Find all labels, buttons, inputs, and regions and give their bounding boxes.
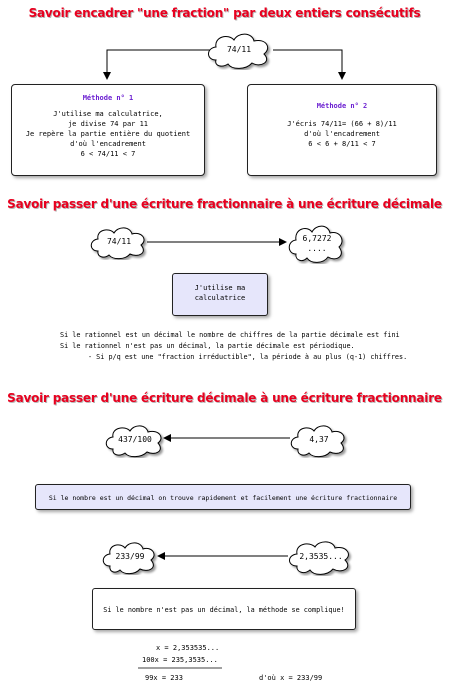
box-line: J'utilise ma — [194, 284, 246, 292]
cloud-label-line1: 6,7272 — [302, 234, 332, 243]
cloud-fraction-74-11 — [204, 30, 274, 70]
non-decimal-note-box: Si le nombre n'est pas un décimal, la méthode se complique! — [92, 588, 356, 630]
method1-line: 6 < 74/11 < 7 — [80, 150, 136, 158]
method1-line: Je repère la partie entière du quotient — [25, 130, 191, 138]
method2-line: d'où l'encadrement — [304, 130, 380, 138]
note-period-length: - Si p/q est une "fraction irréductible", la période à au plus (q-1) chiffres. — [88, 353, 408, 361]
method2-line: J'écris 74/11= (66 + 8)/11 — [287, 120, 397, 128]
section2-title: Savoir passer d'une écriture fractionnaire à une écriture décimale — [7, 197, 442, 211]
cloud-label: 2,3535... — [299, 552, 343, 561]
method1-line: je divise 74 par 11 — [67, 120, 149, 128]
method2-box — [247, 84, 437, 176]
method2-line: 6 < 6 + 8/11 < 7 — [308, 140, 376, 148]
cloud-label-line2: .... — [307, 244, 327, 253]
calc-line-x: x = 2,353535... — [156, 644, 220, 652]
method1-line: d'où l'encadrement — [70, 140, 146, 148]
note-decimal-finite: Si le rationnel est un décimal le nombre de chiffres de la partie décimale est fini — [60, 331, 400, 339]
calculator-box — [172, 273, 268, 316]
cloud-decimal-6-7272 — [286, 222, 348, 264]
section3-title: Savoir passer d'une écriture décimale à une écriture fractionnaire — [7, 391, 442, 405]
decimal-note-box: Si le nombre est un décimal on trouve rapidement et facilement une écriture fractionnaire — [35, 484, 411, 510]
cloud-label: 74/11 — [226, 45, 252, 54]
cloud-label: 4,37 — [309, 435, 329, 444]
cloud-label: 233/99 — [115, 552, 145, 561]
method1-title: Méthode n° 1 — [82, 94, 134, 102]
method1-box — [11, 84, 205, 176]
cloud-label: 74/11 — [106, 237, 132, 246]
cloud-label: 437/100 — [118, 435, 152, 444]
method1-line: J'utilise ma calculatrice, — [53, 110, 163, 118]
cloud-fraction-437-100 — [103, 422, 167, 458]
calc-line-99x: 99x = 233 — [145, 674, 183, 682]
box-line: calculatrice — [194, 294, 246, 302]
cloud-decimal-2-3535 — [286, 538, 356, 576]
calc-line-100x: 100x = 235,3535... — [142, 656, 218, 664]
calc-line-result: d'où x = 233/99 — [259, 674, 323, 682]
note-periodic: Si le rationnel n'est pas un décimal, la partie décimale est périodique. — [60, 342, 355, 350]
cloud-decimal-4-37 — [288, 422, 350, 458]
cloud-fraction-74-11 — [88, 224, 150, 260]
section1-title: Savoir encadrer "une fraction" par deux entiers consécutifs — [28, 6, 421, 20]
method2-title: Méthode n° 2 — [316, 102, 368, 110]
cloud-fraction-233-99 — [100, 539, 160, 575]
